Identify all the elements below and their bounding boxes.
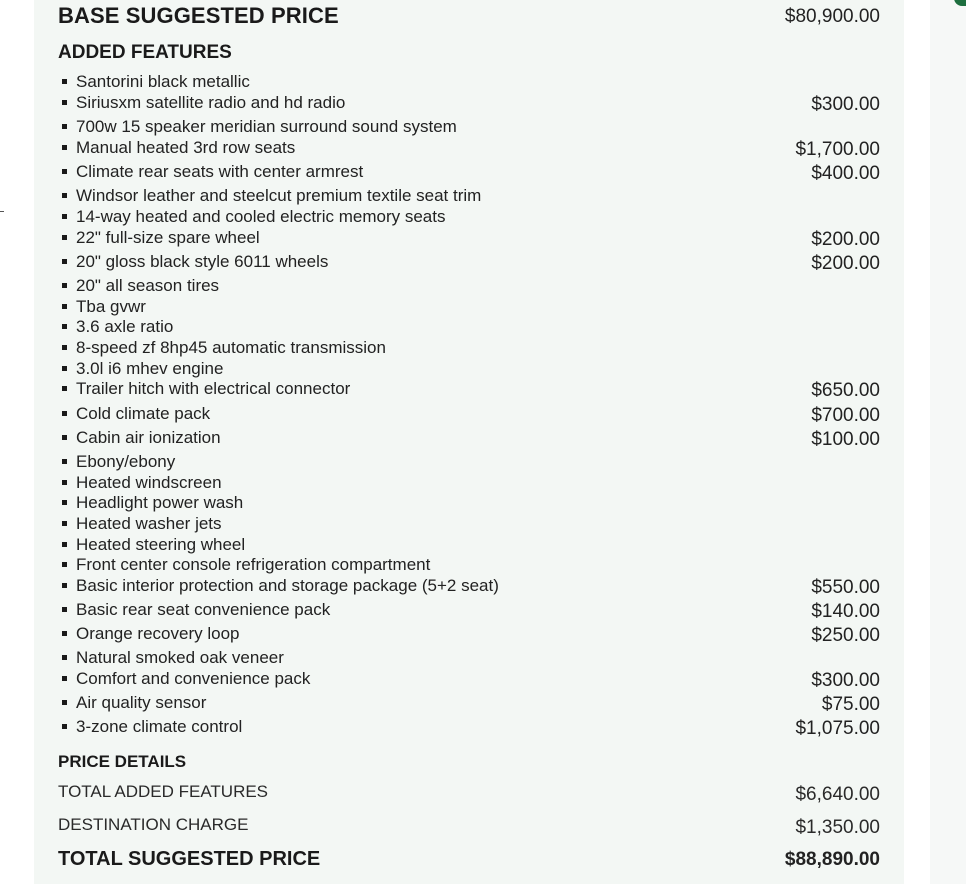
base-price-value: $80,900.00 <box>784 6 880 27</box>
left-edge-mark <box>0 211 4 212</box>
bullet-icon <box>62 386 67 391</box>
feature-label: 8-speed zf 8hp45 automatic transmission <box>76 338 386 357</box>
feature-label: Air quality sensor <box>76 693 207 712</box>
feature-price: $700.00 <box>811 405 880 426</box>
bullet-icon <box>62 583 67 588</box>
feature-price: $1,700.00 <box>795 139 880 160</box>
feature-price: $400.00 <box>811 163 880 184</box>
bullet-icon <box>62 542 67 547</box>
feature-label: 14-way heated and cooled electric memory seats <box>76 207 446 226</box>
feature-label: Headlight power wash <box>76 493 244 512</box>
feature-label: 20" gloss black style 6011 wheels <box>76 252 329 271</box>
bullet-icon <box>62 145 67 150</box>
feature-row <box>58 297 880 317</box>
bullet-icon <box>62 235 67 240</box>
bullet-icon <box>62 459 67 464</box>
feature-label: Natural smoked oak veneer <box>76 648 284 667</box>
feature-price: $300.00 <box>811 670 880 691</box>
feature-row <box>58 428 880 448</box>
bullet-icon <box>62 655 67 660</box>
feature-label: 3.0l i6 mhev engine <box>76 359 224 378</box>
feature-label: Santorini black metallic <box>76 72 250 91</box>
base-price-row <box>58 3 880 31</box>
feature-row <box>58 576 880 596</box>
feature-price: $250.00 <box>811 625 880 646</box>
destination-charge-label: DESTINATION CHARGE <box>58 815 249 834</box>
feature-row <box>58 186 880 206</box>
bullet-icon <box>62 700 67 705</box>
bullet-icon <box>62 79 67 84</box>
feature-row <box>58 717 880 737</box>
feature-row <box>58 117 880 137</box>
feature-label: Orange recovery loop <box>76 624 240 643</box>
destination-charge-value: $1,350.00 <box>795 817 880 838</box>
feature-row <box>58 404 880 424</box>
feature-label: Climate rear seats with center armrest <box>76 162 364 181</box>
feature-label: Front center console refrigeration compartment <box>76 555 431 574</box>
feature-row <box>58 693 880 713</box>
total-suggested-price-row <box>58 848 880 874</box>
feature-row <box>58 207 880 227</box>
bullet-icon <box>62 435 67 440</box>
feature-label: Manual heated 3rd row seats <box>76 138 296 157</box>
bullet-icon <box>62 169 67 174</box>
bullet-icon <box>62 562 67 567</box>
feature-price: $200.00 <box>811 229 880 250</box>
feature-label: Cabin air ionization <box>76 428 221 447</box>
total-suggested-price-value: $88,890.00 <box>784 849 880 870</box>
feature-price: $300.00 <box>811 94 880 115</box>
feature-row <box>58 669 880 689</box>
bullet-icon <box>62 345 67 350</box>
feature-label: Basic rear seat convenience pack <box>76 600 331 619</box>
added-features-heading: ADDED FEATURES <box>58 42 232 63</box>
feature-row <box>58 514 880 534</box>
feature-row <box>58 379 880 399</box>
feature-label: Windsor leather and steelcut premium textile seat trim <box>76 186 482 205</box>
bullet-icon <box>62 283 67 288</box>
bullet-icon <box>62 724 67 729</box>
feature-label: Siriusxm satellite radio and hd radio <box>76 93 346 112</box>
base-price-title: BASE SUGGESTED PRICE <box>58 3 339 28</box>
feature-label: 22" full-size spare wheel <box>76 228 260 247</box>
feature-row <box>58 648 880 668</box>
feature-label: 3.6 axle ratio <box>76 317 174 336</box>
feature-row <box>58 276 880 296</box>
bullet-icon <box>62 411 67 416</box>
feature-row <box>58 452 880 472</box>
feature-row <box>58 338 880 358</box>
feature-row <box>58 228 880 248</box>
bullet-icon <box>62 304 67 309</box>
feature-label: Basic interior protection and storage package (5+2 seat) <box>76 576 499 595</box>
feature-row <box>58 72 880 92</box>
feature-label: 3-zone climate control <box>76 717 243 736</box>
feature-price: $100.00 <box>811 429 880 450</box>
feature-label: Heated steering wheel <box>76 535 246 554</box>
feature-label: Heated windscreen <box>76 473 222 492</box>
destination-charge-row <box>58 815 880 839</box>
feature-price: $1,075.00 <box>795 718 880 739</box>
bullet-icon <box>62 124 67 129</box>
bullet-icon <box>62 607 67 612</box>
total-added-features-value: $6,640.00 <box>795 784 880 805</box>
feature-price: $650.00 <box>811 380 880 401</box>
bullet-icon <box>62 324 67 329</box>
feature-label: Cold climate pack <box>76 404 211 423</box>
bullet-icon <box>62 214 67 219</box>
feature-label: Tba gvwr <box>76 297 146 316</box>
feature-row <box>58 493 880 513</box>
total-added-features-label: TOTAL ADDED FEATURES <box>58 782 269 801</box>
feature-row <box>58 252 880 272</box>
bullet-icon <box>62 676 67 681</box>
bullet-icon <box>62 193 67 198</box>
feature-label: 20" all season tires <box>76 276 220 295</box>
feature-label: 700w 15 speaker meridian surround sound system <box>76 117 457 136</box>
feature-label: Comfort and convenience pack <box>76 669 311 688</box>
feature-row <box>58 535 880 555</box>
feature-label: Heated washer jets <box>76 514 222 533</box>
feature-row <box>58 93 880 113</box>
feature-row <box>58 600 880 620</box>
feature-row <box>58 162 880 182</box>
bullet-icon <box>62 500 67 505</box>
feature-row <box>58 138 880 158</box>
bullet-icon <box>62 259 67 264</box>
bullet-icon <box>62 631 67 636</box>
feature-row <box>58 473 880 493</box>
bullet-icon <box>62 521 67 526</box>
bullet-icon <box>62 480 67 485</box>
bullet-icon <box>62 366 67 371</box>
feature-label: Trailer hitch with electrical connector <box>76 379 351 398</box>
feature-row <box>58 555 880 575</box>
feature-price: $200.00 <box>811 253 880 274</box>
feature-price: $140.00 <box>811 601 880 622</box>
feature-price: $550.00 <box>811 577 880 598</box>
bullet-icon <box>62 100 67 105</box>
feature-row <box>58 624 880 644</box>
feature-row <box>58 359 880 379</box>
total-suggested-price-label: TOTAL SUGGESTED PRICE <box>58 848 321 870</box>
feature-row <box>58 317 880 337</box>
price-details-heading: PRICE DETAILS <box>58 752 187 771</box>
feature-label: Ebony/ebony <box>76 452 176 471</box>
right-gutter <box>930 0 966 884</box>
feature-price: $75.00 <box>821 694 880 715</box>
total-added-features-row <box>58 782 880 806</box>
